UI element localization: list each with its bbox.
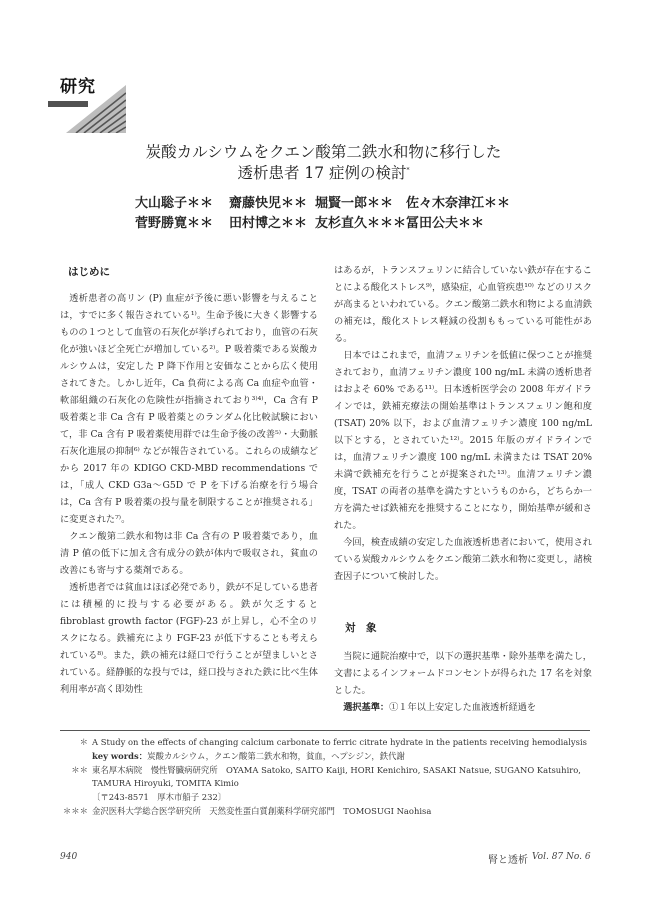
selection-criteria: 選択基準：①１年以上安定した血液透析経過を xyxy=(343,702,537,713)
journal-name: 腎と透析 xyxy=(488,855,528,866)
author-name: 齋藤快児＊＊ xyxy=(229,196,308,211)
paper-title-line-1: 炭酸カルシウムをクエン酸第二鉄水和物に移行した xyxy=(145,143,502,161)
footnote-divider xyxy=(60,730,590,731)
paragraph: 当院に通院治療中で，以下の選択基準・除外基準を満たし，文書によるインフォームドコンセントが得られた 17 名を対象とした。 xyxy=(334,651,592,696)
author-name: 佐々木奈津江＊＊ xyxy=(406,196,511,211)
paragraph: 透析患者では貧血はほぼ必発であり，鉄が不足している患者には積極的に投与する必要がある。鉄が欠乏すると fibroblast growth factor (FGF)-23 が上昇し，心不全のリスクになる。鉄補充により FGF-23 が低下することも考えられている⁸⁾。また，鉄の補充は経口で行うことが望ましいとされている。経静脈的な投与では，経口投与された鉄に比べ生体利用率が高く即効性 xyxy=(60,582,318,695)
section-heading-intro: はじめに xyxy=(68,266,110,278)
left-column-body xyxy=(60,290,318,698)
footnote-keywords: key words：炭酸カルシウム，クエン酸第二鉄水和物，貧血，ヘプシジン，鉄代謝 xyxy=(92,750,405,761)
author-name: 大山聡子＊＊ xyxy=(135,196,214,211)
footnote-affiliation-2: ＊＊＊ 金沢医科大学総合医学研究所 天然変性蛋白質創薬科学研究部門 TOMOSUGI Naohisa xyxy=(62,805,432,816)
paragraph: クエン酸第二鉄水和物は非 Ca 含有の P 吸着薬であり，血清 P 値の低下に加え含有成分の鉄が体内で吸収され，貧血の改善にも寄与する薬剤である。 xyxy=(60,531,318,576)
footnote-affiliation-1: ＊＊ 東名厚木病院 慢性腎臓病研究所 OYAMA Satoko, SAITO Kaiji, HORI Kenichiro, SASAKI Natsue, SUGANO Katsuhiro, TAMURA Hiroyuki, TOMITA Kimio xyxy=(71,764,581,789)
author-name: 菅野勝寛＊＊ xyxy=(135,216,214,231)
title-footnote-mark: * xyxy=(406,166,410,174)
subjects-body xyxy=(334,648,592,716)
author-name: 田村博之＊＊ xyxy=(229,216,308,231)
author-name: 堀賢一郎＊＊ xyxy=(315,196,394,211)
paragraph: 透析患者の高リン (P) 血症が予後に悪い影響を与えることは，すでに多く報告されている¹⁾。生命予後に大きく影響するものの１つとして血管の石灰化が挙げられており，血管の石灰化が強いほど全死亡が増加している²⁾。P 吸着薬である炭酸カルシウムは，安定した P 降下作用と安価なことから広く使用されてきた。しかし近年，Ca 負荷による高 Ca 血症や血管・軟部組織の石灰化の危険性が指摘されており³⁾⁴⁾，Ca 含有 P 吸着薬と非 Ca 含有 P 吸着薬とのランダム化比較試験において，非 Ca 含有 P 吸着薬使用群では生命予後の改善⁵⁾・大動脈石灰化進展の抑制⁶⁾ などが報告されている。これらの成績などから 2017 年の KDIGO CKD-MBD recommendations では，「成人 CKD G3a～G5D で P を下げる治療を行う場合は，Ca 含有 P 吸着薬の投与量を制限することが推奨される」に変更された⁷⁾。 xyxy=(60,293,318,525)
paragraph: 今回，検査成績の安定した血液透析患者において，使用されている炭酸カルシウムをクエン酸第二鉄水和物に変更し，諸検査因子について検討した。 xyxy=(334,537,592,582)
page-number: 940 xyxy=(60,852,78,862)
footnote-address: 〔〒243-8571 厚木市船子 232〕 xyxy=(92,792,227,803)
paragraph: 日本ではこれまで，血清フェリチンを低値に保つことが推奨されており，血清フェリチン濃度 100 ng/mL 未満の透析患者はおよそ 60% である¹¹⁾。日本透析医学会の 2008 年ガイドラインでは，鉄補充療法の開始基準はトランスフェリン飽和度 (TSAT) 20% 以下，および血清フェリチン濃度 100 ng/mL 以下とする，とされていた¹²⁾。2015 年版のガイドラインでは，血清フェリチン濃度 100 ng/mL 未満または TSAT 20% 未満で鉄補充を行うことが提案された¹³⁾。血清フェリチン濃度，TSAT の両者の基準を満たすというものから，どちらか一方を満たせば鉄補充を推奨することになり，開始基準が緩和された。 xyxy=(334,350,592,531)
paragraph: はあるが，トランスフェリンに結合していない鉄が存在することによる酸化ストレス⁹⁾，感染症，心血管疾患¹⁰⁾ などのリスクが高まるといわれている。クエン酸第二鉄水和物による血清鉄の補充は，酸化ストレス軽減の役割ももっている可能性がある。 xyxy=(334,265,592,344)
right-column-body xyxy=(334,262,592,585)
journal-volume: Vol. 87 No. 6 xyxy=(532,852,591,862)
footnote-title: ＊ A Study on the effects of changing calcium carbonate to ferric citrate hydrate in the patients receiving hemodialysis xyxy=(79,737,587,747)
footnotes xyxy=(60,736,590,819)
author-name: 冨田公夫＊＊ xyxy=(406,216,485,231)
section-heading-subjects: 対 象 xyxy=(345,622,377,634)
section-badge: 研究 xyxy=(60,77,96,97)
selection-criteria-label: 選択基準： xyxy=(343,702,390,713)
paper-title-line-2: 透析患者 17 症例の検討* xyxy=(237,164,410,182)
author-name: 友杉直久＊＊＊ xyxy=(315,216,407,231)
